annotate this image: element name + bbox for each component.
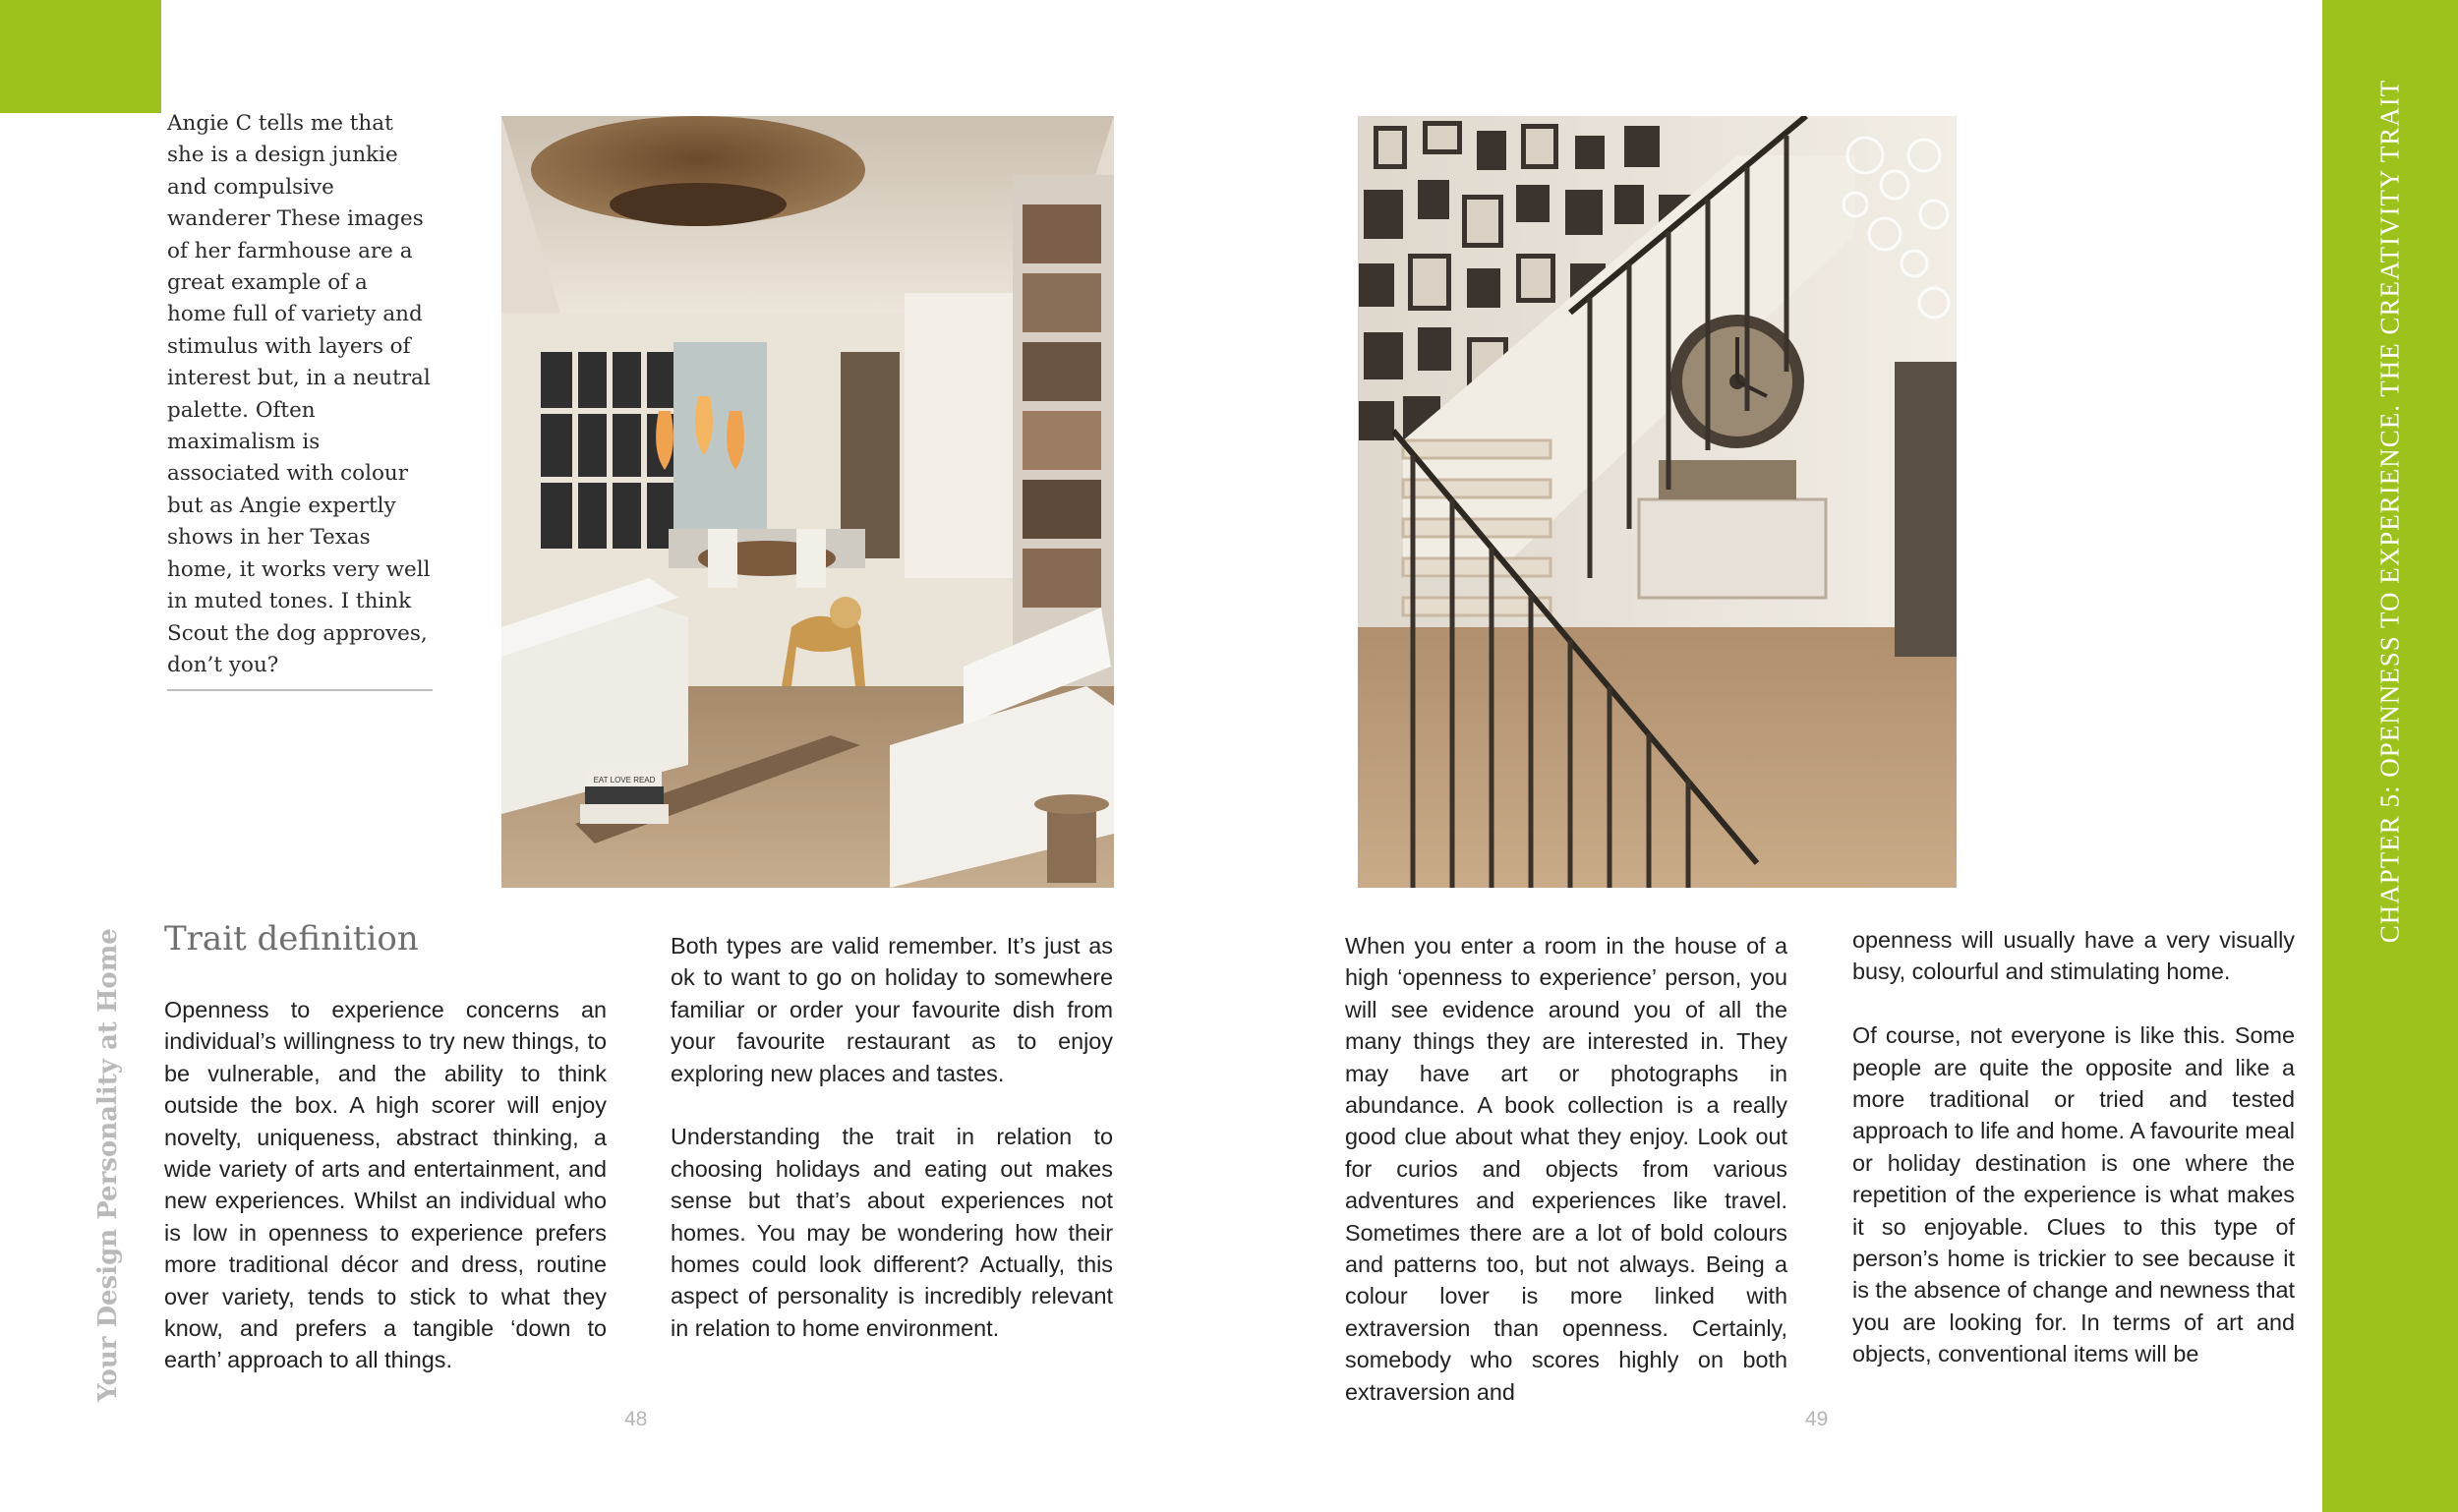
chapter-title: CHAPTER 5: OPENNESS TO EXPERIENCE. THE CREATIVITY TRAIT bbox=[2374, 79, 2405, 944]
staircase-photo bbox=[1344, 116, 1957, 888]
text-column-1 bbox=[164, 994, 607, 1376]
page-number-right: 49 bbox=[1805, 1408, 1829, 1430]
page-number-left: 48 bbox=[624, 1408, 648, 1430]
text-column-3 bbox=[1345, 930, 1787, 1408]
text-column-2 bbox=[671, 930, 1113, 1344]
paragraph: Both types are valid remember. It’s just as ok to want to go on holiday to somewhere familiar or order your favourite dish from your favourite restaurant as to enjoy exploring new places and tastes. bbox=[671, 933, 1113, 1086]
book-spine-text: EAT LOVE READ bbox=[593, 776, 656, 785]
running-title: Your Design Personality at Home bbox=[93, 928, 123, 1402]
section-heading: Trait definition bbox=[164, 919, 419, 959]
photo-caption: Angie C tells me that she is a design junkie and compulsive wanderer These images of her farmhouse are a great example of a home full of variety and stimulus with layers of interest but, in a neutral palette. Often maximalism is associated with colour but as Angie expertly shows in her Texas home, it works very well in muted tones. I think Scout the dog approves, don’t you? bbox=[167, 108, 433, 691]
paragraph: openness will usually have a very visually busy, colourful and stimulating home. bbox=[1852, 927, 2295, 985]
paragraph: Understanding the trait in relation to choosing holidays and eating out makes sense but that’s about experiences not homes. You may be wondering how their homes could look different? Actually, this aspect of personality is incredibly relevant in relation to home environment. bbox=[671, 1124, 1113, 1341]
paragraph: When you enter a room in the house of a high ‘openness to experience’ person, you will see evidence around you of all the many things they are interested in. They may have art or photographs in abundance. A book collection is a really good clue about what they enjoy. Look out for curios and objects from various adventures and experiences like travel. Sometimes there are a lot of bold colours and patterns too, but not always. Being a colour lover is more linked with extraversion than openness. Certainly, somebody who scores highly on both extraversion and bbox=[1345, 933, 1787, 1405]
text-column-4 bbox=[1852, 924, 2295, 1370]
living-room-photo bbox=[501, 116, 1114, 888]
accent-tab bbox=[0, 0, 161, 113]
paragraph: Openness to experience concerns an individual’s willingness to try new things, to be vulnerable, and the ability to think outside the box. A high scorer will enjoy novelty, uniqueness, abstract thinking, a wide variety of arts and entertainment, and new experiences. Whilst an individual who is low in openness to experience prefers more traditional décor and dress, routine over variety, tends to stick to what they know, and prefers a tangible ‘down to earth’ approach to all things. bbox=[164, 997, 607, 1373]
paragraph: Of course, not everyone is like this. Some people are quite the opposite and like a more traditional or tried and tested approach to life and home. A favourite meal or holiday destination is one where the repetition of the experience is what makes it so enjoyable. Clues to this type of person’s home is trickier to see because it is the absence of change and newness that you are looking for. In terms of art and objects, conventional items will be bbox=[1852, 1022, 2295, 1367]
